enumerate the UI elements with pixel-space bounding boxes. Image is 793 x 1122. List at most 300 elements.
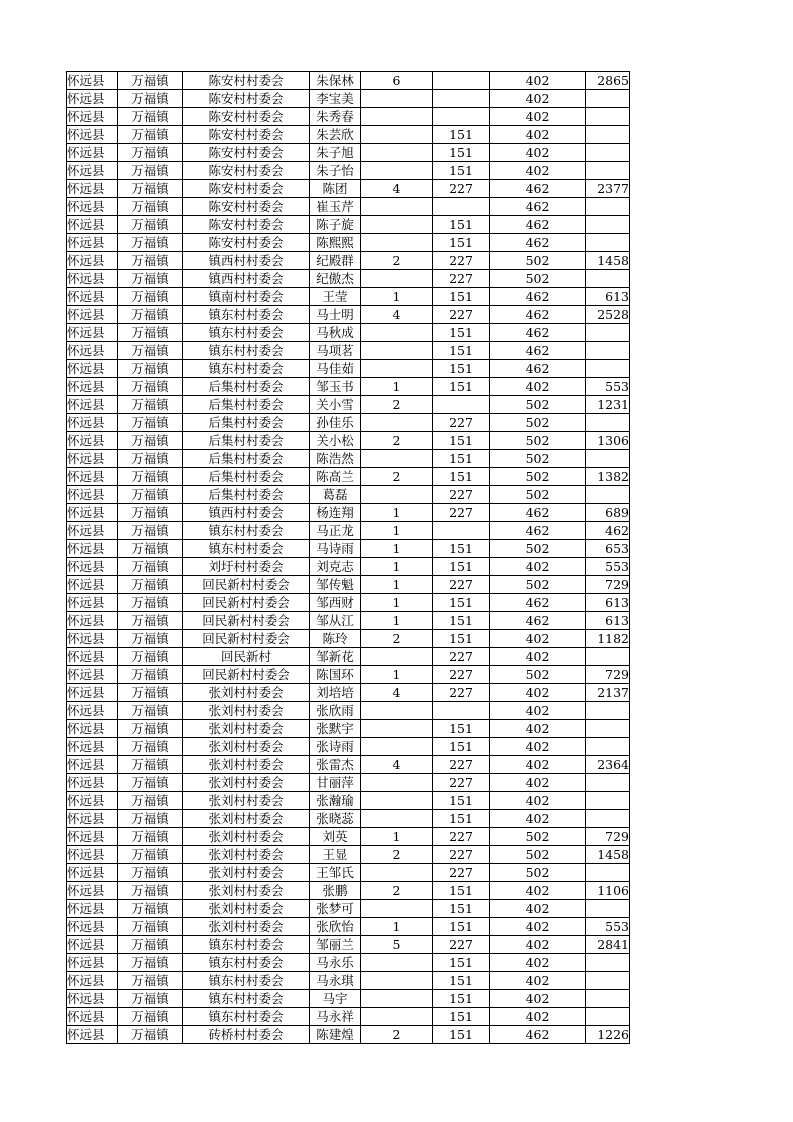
amount-b-cell: 402 — [490, 378, 586, 396]
total-cell — [586, 162, 630, 180]
amount-a-cell: 227 — [433, 774, 490, 792]
household-size-cell — [361, 648, 433, 666]
amount-b-cell: 402 — [490, 810, 586, 828]
village-committee-cell: 镇东村村委会 — [183, 936, 310, 954]
amount-a-cell: 227 — [433, 684, 490, 702]
county-cell: 怀远县 — [67, 324, 118, 342]
amount-a-cell: 227 — [433, 756, 490, 774]
county-cell: 怀远县 — [67, 576, 118, 594]
amount-a-cell: 151 — [433, 342, 490, 360]
county-cell: 怀远县 — [67, 180, 118, 198]
table-row — [67, 720, 630, 738]
amount-b-cell: 462 — [490, 216, 586, 234]
town-cell: 万福镇 — [118, 1026, 183, 1044]
name-cell: 马永琪 — [310, 972, 361, 990]
household-size-cell — [361, 810, 433, 828]
town-cell: 万福镇 — [118, 342, 183, 360]
town-cell: 万福镇 — [118, 252, 183, 270]
town-cell: 万福镇 — [118, 396, 183, 414]
village-committee-cell: 镇东村村委会 — [183, 1008, 310, 1026]
name-cell: 关小松 — [310, 432, 361, 450]
amount-b-cell: 462 — [490, 198, 586, 216]
name-cell: 马秋成 — [310, 324, 361, 342]
amount-a-cell: 151 — [433, 594, 490, 612]
amount-b-cell: 402 — [490, 558, 586, 576]
county-cell: 怀远县 — [67, 540, 118, 558]
amount-a-cell — [433, 702, 490, 720]
household-size-cell — [361, 792, 433, 810]
county-cell: 怀远县 — [67, 162, 118, 180]
total-cell: 2865 — [586, 72, 630, 90]
name-cell: 陈团 — [310, 180, 361, 198]
county-cell: 怀远县 — [67, 90, 118, 108]
table-row — [67, 108, 630, 126]
amount-a-cell: 227 — [433, 414, 490, 432]
name-cell: 王莹 — [310, 288, 361, 306]
town-cell: 万福镇 — [118, 918, 183, 936]
amount-b-cell: 462 — [490, 180, 586, 198]
amount-a-cell: 151 — [433, 612, 490, 630]
household-size-cell: 2 — [361, 396, 433, 414]
name-cell: 陈玲 — [310, 630, 361, 648]
town-cell: 万福镇 — [118, 954, 183, 972]
total-cell — [586, 108, 630, 126]
town-cell: 万福镇 — [118, 468, 183, 486]
village-committee-cell: 张刘村村委会 — [183, 846, 310, 864]
name-cell: 张默宇 — [310, 720, 361, 738]
amount-a-cell: 151 — [433, 324, 490, 342]
village-committee-cell: 后集村村委会 — [183, 414, 310, 432]
total-cell: 613 — [586, 612, 630, 630]
town-cell: 万福镇 — [118, 378, 183, 396]
name-cell: 马佳茹 — [310, 360, 361, 378]
table-row — [67, 342, 630, 360]
town-cell: 万福镇 — [118, 792, 183, 810]
county-cell: 怀远县 — [67, 594, 118, 612]
table-row — [67, 450, 630, 468]
table-row — [67, 594, 630, 612]
household-size-cell — [361, 774, 433, 792]
amount-b-cell: 462 — [490, 324, 586, 342]
town-cell: 万福镇 — [118, 126, 183, 144]
county-cell: 怀远县 — [67, 810, 118, 828]
table-row — [67, 270, 630, 288]
town-cell: 万福镇 — [118, 216, 183, 234]
county-cell: 怀远县 — [67, 198, 118, 216]
name-cell: 纪殿群 — [310, 252, 361, 270]
town-cell: 万福镇 — [118, 864, 183, 882]
name-cell: 朱子旭 — [310, 144, 361, 162]
amount-b-cell: 462 — [490, 234, 586, 252]
name-cell: 朱秀春 — [310, 108, 361, 126]
amount-a-cell — [433, 522, 490, 540]
table-row — [67, 576, 630, 594]
village-committee-cell: 张刘村村委会 — [183, 720, 310, 738]
name-cell: 张欣雨 — [310, 702, 361, 720]
total-cell — [586, 648, 630, 666]
amount-a-cell: 151 — [433, 900, 490, 918]
amount-b-cell: 402 — [490, 972, 586, 990]
county-cell: 怀远县 — [67, 414, 118, 432]
amount-b-cell: 402 — [490, 162, 586, 180]
village-committee-cell: 张刘村村委会 — [183, 756, 310, 774]
village-committee-cell: 镇东村村委会 — [183, 342, 310, 360]
amount-a-cell: 151 — [433, 792, 490, 810]
total-cell — [586, 1008, 630, 1026]
household-size-cell — [361, 990, 433, 1008]
amount-b-cell: 502 — [490, 414, 586, 432]
village-committee-cell: 回民新村村委会 — [183, 576, 310, 594]
table-row — [67, 954, 630, 972]
household-size-cell: 1 — [361, 828, 433, 846]
village-committee-cell: 镇东村村委会 — [183, 522, 310, 540]
county-cell: 怀远县 — [67, 288, 118, 306]
town-cell: 万福镇 — [118, 990, 183, 1008]
village-committee-cell: 回民新村村委会 — [183, 612, 310, 630]
county-cell: 怀远县 — [67, 684, 118, 702]
name-cell: 马宇 — [310, 990, 361, 1008]
name-cell: 陈浩然 — [310, 450, 361, 468]
amount-a-cell: 227 — [433, 306, 490, 324]
village-committee-cell: 后集村村委会 — [183, 432, 310, 450]
county-cell: 怀远县 — [67, 918, 118, 936]
amount-a-cell: 227 — [433, 864, 490, 882]
county-cell: 怀远县 — [67, 666, 118, 684]
amount-a-cell: 151 — [433, 468, 490, 486]
county-cell: 怀远县 — [67, 882, 118, 900]
name-cell: 邹从江 — [310, 612, 361, 630]
amount-b-cell: 402 — [490, 882, 586, 900]
household-size-cell: 1 — [361, 504, 433, 522]
county-cell: 怀远县 — [67, 954, 118, 972]
village-committee-cell: 陈安村村委会 — [183, 90, 310, 108]
town-cell: 万福镇 — [118, 324, 183, 342]
household-size-cell — [361, 108, 433, 126]
name-cell: 张梦可 — [310, 900, 361, 918]
household-size-cell — [361, 324, 433, 342]
name-cell: 陈国环 — [310, 666, 361, 684]
amount-b-cell: 502 — [490, 486, 586, 504]
amount-b-cell: 402 — [490, 90, 586, 108]
village-committee-cell: 后集村村委会 — [183, 396, 310, 414]
town-cell: 万福镇 — [118, 774, 183, 792]
town-cell: 万福镇 — [118, 756, 183, 774]
table-row — [67, 306, 630, 324]
town-cell: 万福镇 — [118, 432, 183, 450]
household-size-cell: 4 — [361, 306, 433, 324]
amount-a-cell: 151 — [433, 144, 490, 162]
amount-b-cell: 402 — [490, 630, 586, 648]
amount-b-cell: 402 — [490, 684, 586, 702]
town-cell: 万福镇 — [118, 198, 183, 216]
amount-b-cell: 462 — [490, 504, 586, 522]
household-size-cell: 4 — [361, 684, 433, 702]
household-size-cell: 1 — [361, 378, 433, 396]
name-cell: 邹西财 — [310, 594, 361, 612]
name-cell: 朱子怡 — [310, 162, 361, 180]
total-cell — [586, 270, 630, 288]
total-cell — [586, 738, 630, 756]
amount-b-cell: 402 — [490, 738, 586, 756]
table-row — [67, 810, 630, 828]
village-committee-cell: 陈安村村委会 — [183, 144, 310, 162]
name-cell: 陈建煌 — [310, 1026, 361, 1044]
table-row — [67, 504, 630, 522]
county-cell: 怀远县 — [67, 630, 118, 648]
total-cell: 1226 — [586, 1026, 630, 1044]
town-cell: 万福镇 — [118, 630, 183, 648]
village-committee-cell: 陈安村村委会 — [183, 72, 310, 90]
county-cell: 怀远县 — [67, 396, 118, 414]
amount-a-cell: 151 — [433, 1008, 490, 1026]
total-cell — [586, 810, 630, 828]
household-size-cell — [361, 270, 433, 288]
household-size-cell — [361, 954, 433, 972]
household-size-cell: 2 — [361, 1026, 433, 1044]
household-size-cell — [361, 450, 433, 468]
town-cell: 万福镇 — [118, 72, 183, 90]
total-cell: 729 — [586, 666, 630, 684]
household-size-cell: 1 — [361, 522, 433, 540]
town-cell: 万福镇 — [118, 738, 183, 756]
village-committee-cell: 张刘村村委会 — [183, 810, 310, 828]
name-cell: 邹新花 — [310, 648, 361, 666]
table-row — [67, 324, 630, 342]
table-row — [67, 126, 630, 144]
amount-b-cell: 402 — [490, 774, 586, 792]
total-cell: 1182 — [586, 630, 630, 648]
household-size-cell — [361, 234, 433, 252]
household-size-cell — [361, 702, 433, 720]
amount-b-cell: 402 — [490, 792, 586, 810]
household-size-cell: 1 — [361, 558, 433, 576]
total-cell: 2841 — [586, 936, 630, 954]
amount-b-cell: 402 — [490, 126, 586, 144]
town-cell: 万福镇 — [118, 504, 183, 522]
amount-b-cell: 402 — [490, 918, 586, 936]
village-committee-cell: 陈安村村委会 — [183, 198, 310, 216]
total-cell — [586, 720, 630, 738]
village-committee-cell: 张刘村村委会 — [183, 882, 310, 900]
table-row — [67, 1026, 630, 1044]
table-row — [67, 180, 630, 198]
town-cell: 万福镇 — [118, 648, 183, 666]
village-committee-cell: 镇西村村委会 — [183, 252, 310, 270]
village-committee-cell: 后集村村委会 — [183, 468, 310, 486]
total-cell — [586, 954, 630, 972]
county-cell: 怀远县 — [67, 720, 118, 738]
total-cell: 2364 — [586, 756, 630, 774]
village-committee-cell: 刘圩村村委会 — [183, 558, 310, 576]
county-cell: 怀远县 — [67, 360, 118, 378]
total-cell — [586, 234, 630, 252]
household-size-cell: 2 — [361, 468, 433, 486]
table-row — [67, 738, 630, 756]
amount-b-cell: 402 — [490, 72, 586, 90]
table-row — [67, 936, 630, 954]
county-cell: 怀远县 — [67, 756, 118, 774]
table-row — [67, 288, 630, 306]
village-committee-cell: 张刘村村委会 — [183, 738, 310, 756]
town-cell: 万福镇 — [118, 234, 183, 252]
total-cell — [586, 990, 630, 1008]
name-cell: 朱芸欣 — [310, 126, 361, 144]
amount-a-cell: 227 — [433, 576, 490, 594]
town-cell: 万福镇 — [118, 144, 183, 162]
county-cell: 怀远县 — [67, 270, 118, 288]
village-committee-cell: 张刘村村委会 — [183, 774, 310, 792]
total-cell: 553 — [586, 378, 630, 396]
county-cell: 怀远县 — [67, 234, 118, 252]
amount-b-cell: 402 — [490, 954, 586, 972]
county-cell: 怀远县 — [67, 216, 118, 234]
household-size-cell — [361, 162, 433, 180]
name-cell: 李宝美 — [310, 90, 361, 108]
village-committee-cell: 回民新村 — [183, 648, 310, 666]
amount-b-cell: 402 — [490, 720, 586, 738]
name-cell: 马正龙 — [310, 522, 361, 540]
village-committee-cell: 镇东村村委会 — [183, 324, 310, 342]
village-committee-cell: 镇南村村委会 — [183, 288, 310, 306]
village-committee-cell: 后集村村委会 — [183, 486, 310, 504]
amount-b-cell: 402 — [490, 648, 586, 666]
amount-b-cell: 502 — [490, 252, 586, 270]
amount-b-cell: 502 — [490, 666, 586, 684]
town-cell: 万福镇 — [118, 288, 183, 306]
village-committee-cell: 张刘村村委会 — [183, 828, 310, 846]
name-cell: 刘培培 — [310, 684, 361, 702]
total-cell — [586, 702, 630, 720]
total-cell — [586, 792, 630, 810]
county-cell: 怀远县 — [67, 252, 118, 270]
village-committee-cell: 陈安村村委会 — [183, 234, 310, 252]
household-size-cell: 2 — [361, 630, 433, 648]
county-cell: 怀远县 — [67, 522, 118, 540]
table-row — [67, 90, 630, 108]
table-row — [67, 414, 630, 432]
household-size-cell: 2 — [361, 432, 433, 450]
county-cell: 怀远县 — [67, 648, 118, 666]
town-cell: 万福镇 — [118, 90, 183, 108]
amount-b-cell: 402 — [490, 990, 586, 1008]
name-cell: 朱保林 — [310, 72, 361, 90]
village-committee-cell: 后集村村委会 — [183, 450, 310, 468]
name-cell: 邹传魁 — [310, 576, 361, 594]
county-cell: 怀远县 — [67, 900, 118, 918]
village-committee-cell: 回民新村村委会 — [183, 630, 310, 648]
town-cell: 万福镇 — [118, 900, 183, 918]
table-row — [67, 198, 630, 216]
table-row — [67, 882, 630, 900]
amount-a-cell: 227 — [433, 828, 490, 846]
village-committee-cell: 镇东村村委会 — [183, 306, 310, 324]
name-cell: 王显 — [310, 846, 361, 864]
name-cell: 邹丽兰 — [310, 936, 361, 954]
county-cell: 怀远县 — [67, 612, 118, 630]
total-cell: 553 — [586, 918, 630, 936]
county-cell: 怀远县 — [67, 432, 118, 450]
name-cell: 马项茗 — [310, 342, 361, 360]
amount-b-cell: 462 — [490, 612, 586, 630]
town-cell: 万福镇 — [118, 612, 183, 630]
village-committee-cell: 回民新村村委会 — [183, 594, 310, 612]
county-cell: 怀远县 — [67, 342, 118, 360]
table-row — [67, 1008, 630, 1026]
town-cell: 万福镇 — [118, 882, 183, 900]
total-cell: 553 — [586, 558, 630, 576]
village-committee-cell: 镇东村村委会 — [183, 972, 310, 990]
household-size-cell — [361, 144, 433, 162]
amount-a-cell: 151 — [433, 720, 490, 738]
amount-b-cell: 462 — [490, 360, 586, 378]
total-cell: 2137 — [586, 684, 630, 702]
household-size-cell — [361, 738, 433, 756]
county-cell: 怀远县 — [67, 990, 118, 1008]
household-size-cell: 1 — [361, 594, 433, 612]
total-cell — [586, 198, 630, 216]
name-cell: 刘英 — [310, 828, 361, 846]
amount-b-cell: 502 — [490, 540, 586, 558]
town-cell: 万福镇 — [118, 720, 183, 738]
household-size-cell — [361, 126, 433, 144]
table-row — [67, 972, 630, 990]
village-committee-cell: 镇西村村委会 — [183, 270, 310, 288]
household-size-cell: 1 — [361, 918, 433, 936]
table-row — [67, 666, 630, 684]
amount-a-cell — [433, 198, 490, 216]
amount-b-cell: 502 — [490, 396, 586, 414]
village-committee-cell: 陈安村村委会 — [183, 180, 310, 198]
total-cell — [586, 360, 630, 378]
household-size-cell: 2 — [361, 846, 433, 864]
amount-a-cell: 151 — [433, 990, 490, 1008]
table-row — [67, 144, 630, 162]
amount-b-cell: 402 — [490, 144, 586, 162]
household-size-cell: 1 — [361, 288, 433, 306]
household-size-cell — [361, 342, 433, 360]
table-row — [67, 558, 630, 576]
household-size-cell — [361, 414, 433, 432]
amount-a-cell: 151 — [433, 630, 490, 648]
amount-a-cell: 227 — [433, 936, 490, 954]
name-cell: 甘丽萍 — [310, 774, 361, 792]
town-cell: 万福镇 — [118, 594, 183, 612]
amount-a-cell: 227 — [433, 648, 490, 666]
town-cell: 万福镇 — [118, 306, 183, 324]
name-cell: 纪傲杰 — [310, 270, 361, 288]
village-committee-cell: 镇东村村委会 — [183, 954, 310, 972]
amount-a-cell: 151 — [433, 918, 490, 936]
village-committee-cell: 陈安村村委会 — [183, 108, 310, 126]
town-cell: 万福镇 — [118, 486, 183, 504]
county-cell: 怀远县 — [67, 828, 118, 846]
amount-a-cell: 151 — [433, 540, 490, 558]
amount-b-cell: 462 — [490, 288, 586, 306]
total-cell — [586, 450, 630, 468]
amount-a-cell: 151 — [433, 450, 490, 468]
household-size-cell — [361, 216, 433, 234]
name-cell: 陈子旋 — [310, 216, 361, 234]
household-size-cell: 2 — [361, 252, 433, 270]
county-cell: 怀远县 — [67, 864, 118, 882]
name-cell: 张欣怡 — [310, 918, 361, 936]
total-cell — [586, 216, 630, 234]
village-committee-cell: 陈安村村委会 — [183, 216, 310, 234]
county-cell: 怀远县 — [67, 108, 118, 126]
amount-b-cell: 502 — [490, 468, 586, 486]
total-cell: 1458 — [586, 846, 630, 864]
total-cell — [586, 972, 630, 990]
